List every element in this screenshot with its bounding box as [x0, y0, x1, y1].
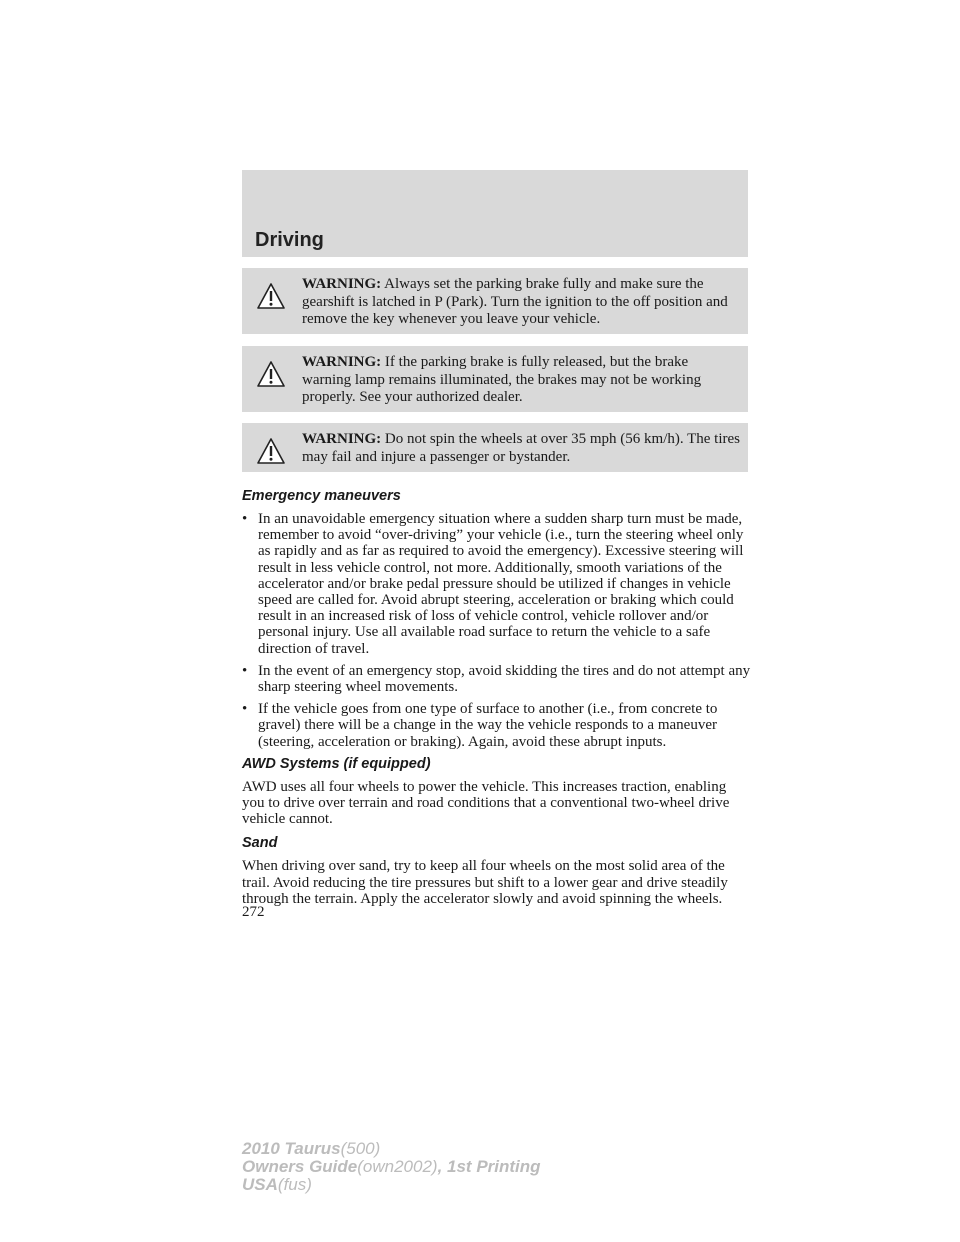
footer-guide: Owners Guide: [242, 1157, 358, 1176]
page-number: 272: [242, 904, 265, 921]
warning-triangle-icon: [256, 360, 286, 388]
list-item-text: In an unavoidable emergency situation where a sudden sharp turn must be made, remember to avoid “over-driving” your vehicle (i.e., turn the steering wheel only as rapidly and as far as required to avoid the emergency). Excessive steering will result in less vehicle control, not more. Additionally, smooth variations of the accelerator and/or brake pedal pressure should be utilized if changes in vehicle speed are called for. Avoid abrupt steering, acceleration or braking which could result in an increased risk of loss of vehicle control, vehicle rollover and/or personal injury. Use all available road surface to return the vehicle to a safe direction of travel.: [258, 511, 744, 657]
section-title: Driving: [255, 229, 324, 251]
footer-printing: , 1st Printing: [437, 1157, 541, 1176]
footer-line-model: [242, 1140, 541, 1158]
warning-box: [242, 268, 748, 334]
warning-label: WARNING:: [302, 354, 382, 370]
list-item-text: In the event of an emergency stop, avoid skidding the tires and do not attempt any sharp steering wheel movements.: [258, 662, 751, 696]
warning-triangle-icon: [256, 282, 286, 310]
footer-model-code: (500): [340, 1139, 381, 1158]
section-header-band: [242, 170, 748, 257]
bullet-icon: •: [242, 662, 248, 679]
footer-region-code: (fus): [277, 1175, 312, 1194]
warning-text: Always set the parking brake fully and make sure the gearshift is latched in P (Park). Turn the ignition to the off position and remove the key whenever you leave your vehicle.: [302, 276, 728, 327]
warning-text: If the parking brake is fully released, but the brake warning lamp remains illuminated, the brakes may not be working properly. See your authorized dealer.: [302, 354, 702, 405]
footer-model: 2010 Taurus: [242, 1139, 341, 1158]
sand-heading: Sand: [242, 835, 278, 852]
warning-label: WARNING:: [302, 431, 382, 447]
list-item: [242, 511, 752, 657]
body-content: [242, 488, 752, 920]
print-footer: [242, 1140, 541, 1194]
awd-paragraph: AWD uses all four wheels to power the vehicle. This increases traction, enabling you to drive over terrain and road conditions that a conventional two-wheel drive vehicle cannot.: [242, 778, 730, 828]
bullet-icon: •: [242, 701, 248, 718]
warning-text: Do not spin the wheels at over 35 mph (56 km/h). The tires may fail and injure a passenger or bystander.: [302, 431, 740, 465]
warning-triangle-icon: [256, 437, 286, 465]
warning-box: [242, 423, 748, 472]
footer-guide-code: (own2002): [357, 1157, 438, 1176]
list-item-text: If the vehicle goes from one type of surface to another (i.e., from concrete to gravel) there will be a change in the way the vehicle responds to a maneuver (steering, acceleration or braking). Again, avoid these abrupt inputs.: [258, 701, 718, 750]
list-item: [242, 663, 752, 695]
warning-box: [242, 346, 748, 412]
footer-line-region: [242, 1176, 541, 1194]
sand-paragraph: When driving over sand, try to keep all four wheels on the most solid area of the trail. Avoid reducing the tire pressures but shift to a lower gear and drive steadily through the terrain. Apply the accelerator slowly and avoid spinning the wheels.: [242, 858, 728, 907]
footer-line-guide: [242, 1158, 541, 1176]
bullet-icon: •: [242, 511, 248, 527]
emergency-heading: Emergency maneuvers: [242, 488, 401, 504]
awd-heading: AWD Systems (if equipped): [242, 755, 431, 772]
warning-label: WARNING:: [302, 276, 382, 292]
footer-region: USA: [242, 1175, 278, 1194]
list-item: [242, 701, 752, 750]
